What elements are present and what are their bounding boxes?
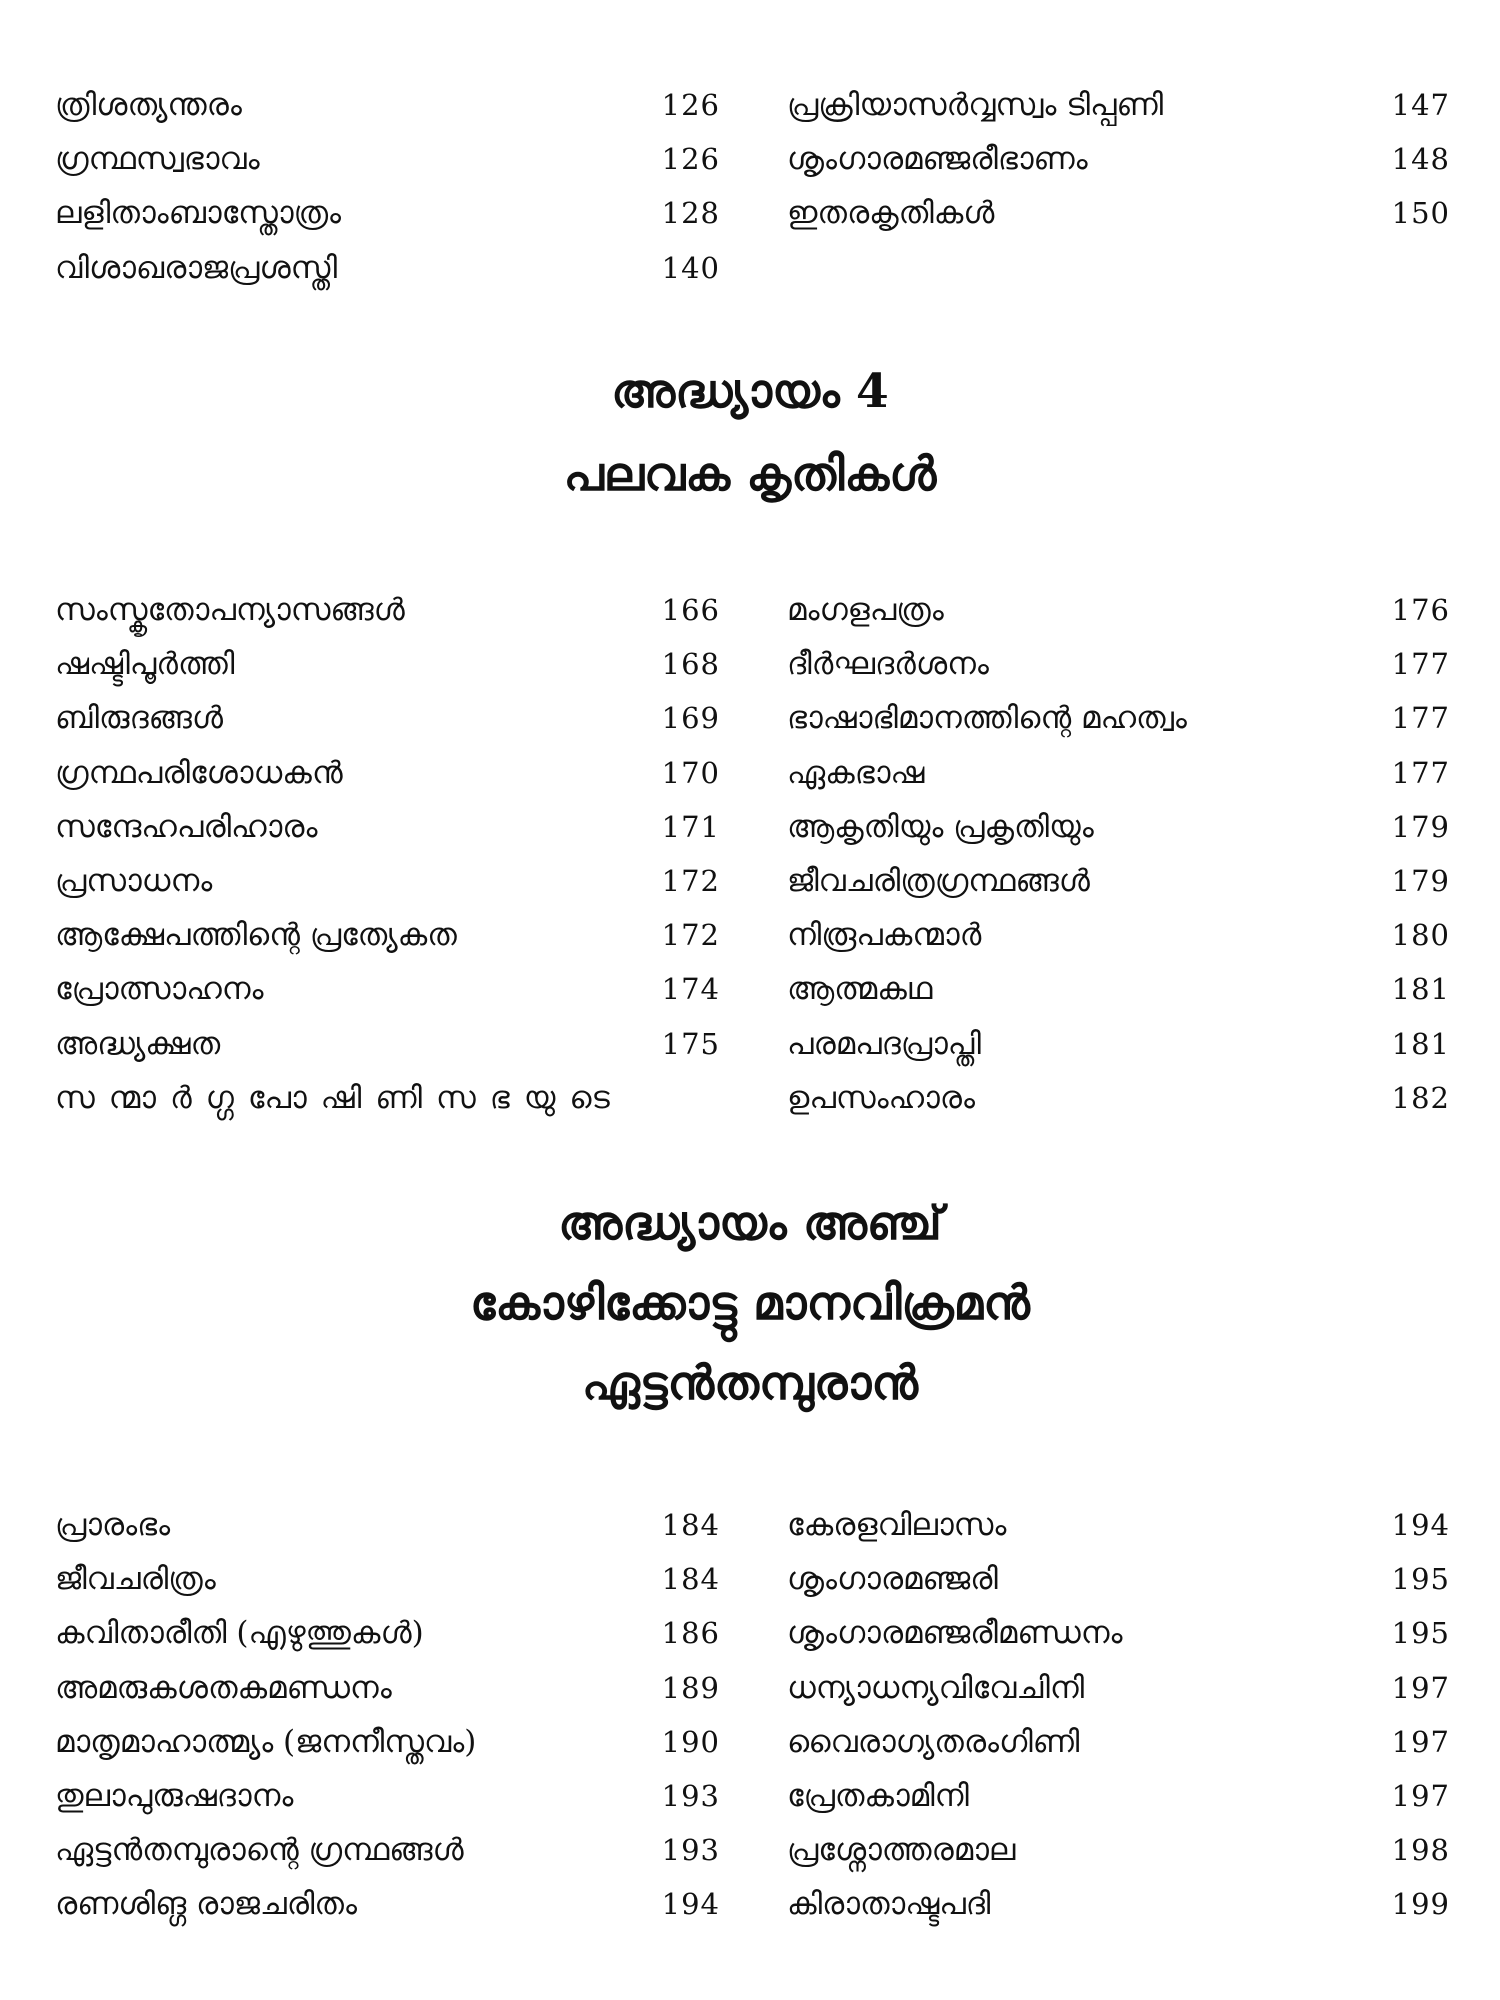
toc-entry xyxy=(55,1715,720,1769)
toc-column-left xyxy=(55,1498,720,1932)
entry-title: ഏകഭാഷ xyxy=(787,754,925,791)
entry-page: 181 xyxy=(1391,1026,1450,1061)
entry-page: 197 xyxy=(1391,1670,1450,1705)
entry-title: പ്രേതകാമിനി xyxy=(787,1777,969,1814)
toc-entry xyxy=(55,1823,720,1877)
toc-chapter-4 xyxy=(55,583,1450,1133)
entry-title: പ്രാരംഭം xyxy=(55,1507,171,1543)
toc-entry xyxy=(55,78,720,132)
entry-page: 126 xyxy=(661,88,720,122)
entry-page: 180 xyxy=(1391,918,1450,953)
entry-title: സന്ദേഹപരിഹാരം xyxy=(55,808,318,845)
entry-title: ഇതരകൃതികൾ xyxy=(787,195,995,232)
entry-page: 181 xyxy=(1391,972,1450,1007)
toc-entry xyxy=(787,1877,1450,1931)
toc-entry xyxy=(55,1017,720,1071)
entry-page: 166 xyxy=(661,593,720,627)
entry-page: 177 xyxy=(1391,755,1450,790)
toc-section-1 xyxy=(55,78,1450,298)
toc-column-right xyxy=(787,1498,1450,1932)
entry-title: ഗ്രന്ഥപരിശോധകൻ xyxy=(55,754,343,791)
toc-column-left xyxy=(55,78,720,295)
entry-page: 199 xyxy=(1391,1887,1450,1922)
toc-entry xyxy=(787,1552,1450,1606)
toc-entry xyxy=(787,1498,1450,1552)
entry-title: മാതൃമാഹാത്മ്യം (ജനനീസ്തവം) xyxy=(55,1723,477,1760)
entry-page: 168 xyxy=(661,647,720,682)
entry-page: 193 xyxy=(661,1833,720,1868)
entry-page: 179 xyxy=(1391,809,1450,844)
toc-entry xyxy=(55,241,720,295)
chapter-4-number-heading: അദ്ധ്യായം 4 xyxy=(611,364,889,419)
chapter-5-number-heading: അദ്ധ്യായം അഞ്ച് xyxy=(558,1196,942,1251)
entry-page: 197 xyxy=(1391,1778,1450,1813)
entry-page: 170 xyxy=(661,755,720,790)
toc-entry xyxy=(787,691,1450,745)
entry-page: 198 xyxy=(1391,1833,1450,1868)
entry-title: നിരൂപകന്മാർ xyxy=(787,917,982,954)
toc-entry xyxy=(55,583,720,637)
toc-entry xyxy=(55,1661,720,1715)
toc-entry xyxy=(787,1715,1450,1769)
entry-page: 184 xyxy=(661,1508,720,1542)
entry-title: ജീവചരിത്രം xyxy=(55,1561,216,1598)
toc-entry xyxy=(787,908,1450,962)
toc-entry xyxy=(55,908,720,962)
entry-page: 147 xyxy=(1391,88,1450,122)
entry-page: 193 xyxy=(661,1778,720,1813)
entry-page: 174 xyxy=(661,972,720,1007)
entry-title: പ്രക്രിയാസർവ്വസ്വം ടിപ്പണി xyxy=(787,87,1164,123)
toc-entry xyxy=(787,1769,1450,1823)
toc-entry xyxy=(787,1017,1450,1071)
entry-page: 194 xyxy=(1391,1508,1450,1542)
entry-title: കിരാതാഷ്ടപദി xyxy=(787,1886,991,1923)
entry-title: ത്രിശത്യന്തരം xyxy=(55,87,242,123)
toc-entry xyxy=(787,1071,1450,1125)
entry-title: പ്രോത്സാഹനം xyxy=(55,971,264,1008)
toc-entry xyxy=(787,854,1450,908)
entry-title: വിശാഖരാജപ്രശസ്തി xyxy=(55,249,338,286)
entry-page: 171 xyxy=(661,809,720,844)
toc-entry xyxy=(55,1498,720,1552)
entry-page: 190 xyxy=(661,1724,720,1759)
entry-title: അദ്ധ്യക്ഷത xyxy=(55,1025,221,1062)
toc-entry xyxy=(55,854,720,908)
entry-page: 128 xyxy=(661,196,720,231)
toc-entry xyxy=(55,132,720,186)
entry-title: പ്രസാധനം xyxy=(55,862,213,899)
toc-entry xyxy=(55,1552,720,1606)
entry-title: കവിതാരീതി (എഴുത്തുകൾ) xyxy=(55,1615,424,1652)
toc-entry xyxy=(787,132,1450,186)
toc-entry xyxy=(787,186,1450,240)
toc-entry xyxy=(787,637,1450,691)
entry-page: 126 xyxy=(661,142,720,177)
toc-entry xyxy=(787,78,1450,132)
entry-title: ശൃംഗാരമഞ്ജരി xyxy=(787,1561,998,1598)
toc-entry xyxy=(787,1661,1450,1715)
toc-column-right xyxy=(787,78,1450,241)
entry-page: 182 xyxy=(1391,1080,1450,1115)
chapter-5-title-heading: കോഴിക്കോട്ടു മാനവിക്രമൻ xyxy=(470,1276,1030,1331)
entry-title: ദീർഘദർശനം xyxy=(787,646,989,683)
entry-title: സന്മാർഗ്ഗപോഷിണിസഭയുടെ xyxy=(55,1079,624,1116)
toc-column-right xyxy=(787,583,1450,1125)
entry-page: 176 xyxy=(1391,593,1450,627)
toc-entry xyxy=(55,962,720,1016)
entry-page: 184 xyxy=(661,1562,720,1597)
toc-chapter-5 xyxy=(55,1498,1450,1938)
entry-title: തുലാപുരുഷദാനം xyxy=(55,1777,294,1814)
entry-title: കേരളവിലാസം xyxy=(787,1507,1007,1543)
entry-page: 195 xyxy=(1391,1562,1450,1597)
toc-entry xyxy=(55,691,720,745)
toc-entry xyxy=(787,746,1450,800)
entry-page: 195 xyxy=(1391,1616,1450,1651)
toc-column-left xyxy=(55,583,720,1125)
entry-title: വൈരാഗ്യതരംഗിണി xyxy=(787,1723,1080,1760)
entry-title: പരമപദപ്രാപ്തി xyxy=(787,1025,981,1062)
toc-entry xyxy=(787,583,1450,637)
entry-title: സംസ്കൃതോപന്യാസങ്ങൾ xyxy=(55,592,405,628)
entry-title: ഭാഷാഭിമാനത്തിന്റെ മഹത്വം xyxy=(787,700,1187,737)
entry-page: 179 xyxy=(1391,863,1450,898)
entry-title: ആക്ഷേപത്തിന്റെ പ്രത്യേകത xyxy=(55,917,457,954)
entry-title: ജീവചരിത്രഗ്രന്ഥങ്ങൾ xyxy=(787,862,1090,899)
entry-title: ബിരുദങ്ങൾ xyxy=(55,700,224,737)
entry-page: 197 xyxy=(1391,1724,1450,1759)
toc-entry xyxy=(55,746,720,800)
entry-title: പ്രശ്നോത്തരമാല xyxy=(787,1832,1016,1869)
entry-page: 148 xyxy=(1391,142,1450,177)
toc-entry xyxy=(787,1606,1450,1660)
entry-title: രണശിങ്ഗ രാജചരിതം xyxy=(55,1886,357,1923)
chapter-4-title-heading: പലവക കൃതികൾ xyxy=(563,447,937,502)
entry-page: 186 xyxy=(661,1616,720,1651)
toc-entry xyxy=(55,800,720,854)
entry-title: ശൃംഗാരമഞ്ജരീഭാണം xyxy=(787,141,1088,178)
entry-title: ഷഷ്ടിപൂർത്തി xyxy=(55,646,235,683)
entry-page: 175 xyxy=(661,1026,720,1061)
toc-entry xyxy=(55,186,720,240)
entry-page: 150 xyxy=(1391,196,1450,231)
entry-page: 172 xyxy=(661,918,720,953)
entry-title: മംഗളപത്രം xyxy=(787,592,944,628)
entry-title: ഏട്ടൻതമ്പുരാന്റെ ഗ്രന്ഥങ്ങൾ xyxy=(55,1832,464,1869)
entry-title: ഉപസംഹാരം xyxy=(787,1079,975,1116)
toc-entry xyxy=(55,1769,720,1823)
entry-title: ശൃംഗാരമഞ്ജരീമണ്ഡനം xyxy=(787,1615,1123,1652)
entry-page: 177 xyxy=(1391,701,1450,736)
entry-title: ആത്മകഥ xyxy=(787,971,933,1008)
toc-entry xyxy=(55,1877,720,1931)
entry-page: 177 xyxy=(1391,647,1450,682)
toc-entry xyxy=(787,1823,1450,1877)
entry-page: 189 xyxy=(661,1670,720,1705)
entry-title: ആകൃതിയും പ്രകൃതിയും xyxy=(787,808,1094,845)
entry-page: 194 xyxy=(661,1887,720,1922)
entry-title: അമരുകശതകമണ്ഡനം xyxy=(55,1669,392,1706)
entry-title: ഗ്രന്ഥസ്വഭാവം xyxy=(55,141,260,178)
chapter-5-subtitle-heading: ഏട്ടൻതമ്പുരാൻ xyxy=(582,1356,918,1411)
entry-title: ധന്യാധന്യവിവേചിനി xyxy=(787,1669,1085,1706)
toc-entry xyxy=(787,962,1450,1016)
toc-entry xyxy=(55,637,720,691)
entry-page: 172 xyxy=(661,863,720,898)
toc-entry xyxy=(55,1071,720,1125)
toc-entry xyxy=(55,1606,720,1660)
entry-page: 140 xyxy=(661,250,720,285)
entry-page: 169 xyxy=(661,701,720,736)
entry-title: ലളിതാംബാസ്തോത്രം xyxy=(55,195,342,232)
toc-entry xyxy=(787,800,1450,854)
